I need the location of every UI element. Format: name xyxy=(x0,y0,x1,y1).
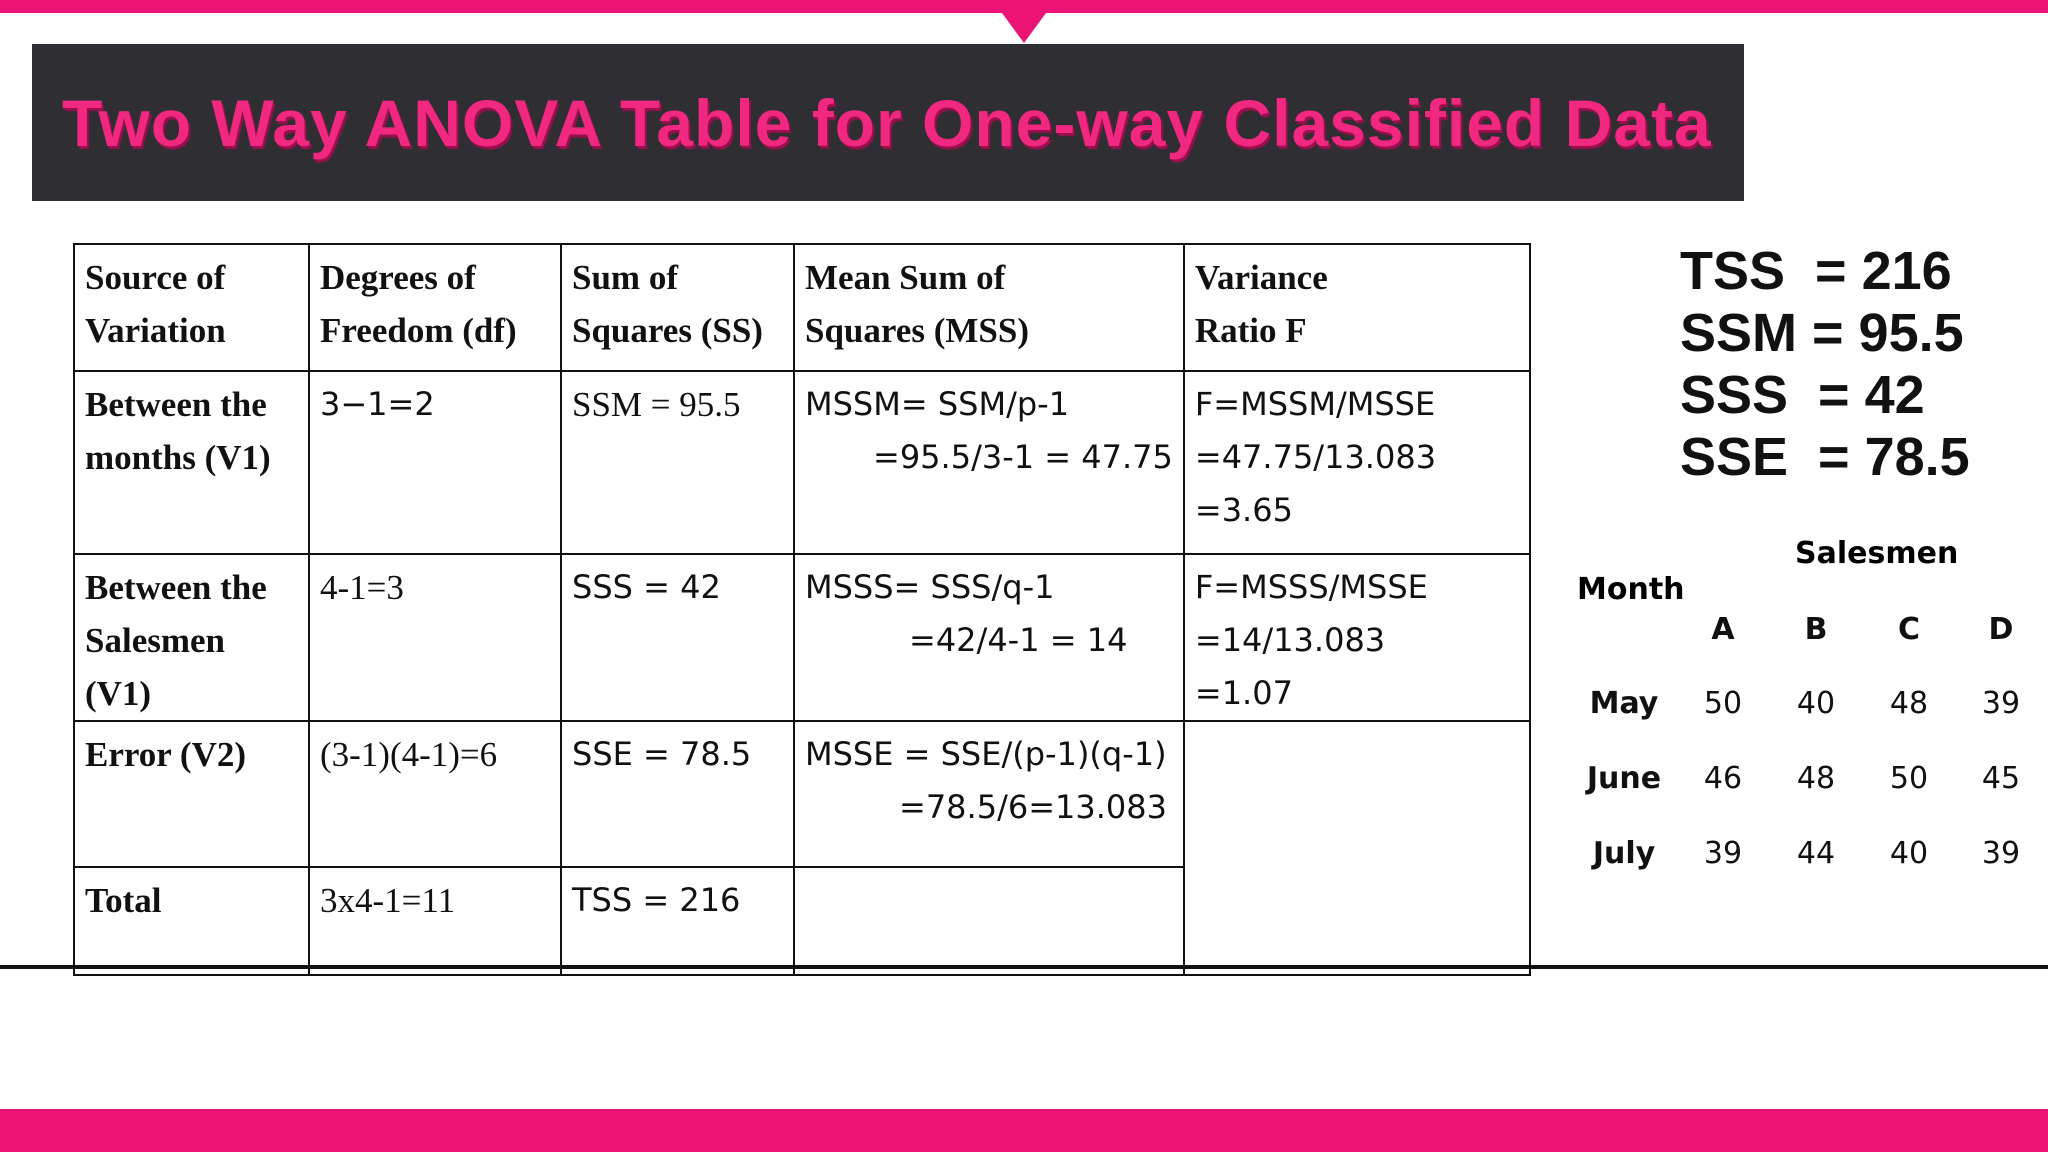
data-cell: 50 xyxy=(1703,686,1743,721)
data-cell: 48 xyxy=(1889,686,1929,721)
header-source xyxy=(74,244,309,371)
source-line: Between the xyxy=(85,385,267,424)
f-line: =3.65 xyxy=(1194,491,1293,529)
data-cell: 48 xyxy=(1796,761,1836,796)
header-line: Squares (SS) xyxy=(572,311,763,350)
f-line: =1.07 xyxy=(1194,674,1293,712)
title-banner xyxy=(32,44,1744,201)
header-ss xyxy=(561,244,794,371)
df-cell: 4-1=3 xyxy=(309,554,561,721)
page-title: Two Way ANOVA Table for One-way Classified Data xyxy=(62,85,1712,160)
column-header: C xyxy=(1897,612,1921,647)
mss-cell xyxy=(794,554,1184,721)
data-cell: 39 xyxy=(1981,686,2021,721)
month-label: May xyxy=(1589,686,1659,721)
mss-line: MSSE = SSE/(p-1)(q-1) xyxy=(805,735,1167,773)
header-mss xyxy=(794,244,1184,371)
anova-header-row xyxy=(74,244,1530,371)
f-line: F=MSSS/MSSE xyxy=(1194,568,1428,606)
mss-line: =42/4-1 = 14 xyxy=(909,621,1128,659)
data-cell: 50 xyxy=(1889,761,1929,796)
ss-cell: SSM = 95.5 xyxy=(561,371,794,554)
mss-cell xyxy=(794,721,1184,867)
header-line: Ratio F xyxy=(1194,311,1307,350)
source-cell xyxy=(74,371,309,554)
anova-row-months xyxy=(74,371,1530,554)
data-cell: 45 xyxy=(1981,761,2021,796)
f-cell xyxy=(1184,554,1530,721)
sum-of-squares-summary xyxy=(1680,240,1970,488)
ss-cell: SSE = 78.5 xyxy=(561,721,794,867)
month-column-header: Month xyxy=(1577,572,1685,607)
source-line: months (V1) xyxy=(85,438,271,477)
data-cell: 40 xyxy=(1796,686,1836,721)
data-cell: 46 xyxy=(1703,761,1743,796)
source-cell: Error (V2) xyxy=(74,721,309,867)
df-cell: 3x4-1=11 xyxy=(309,867,561,975)
top-accent-bar xyxy=(0,0,2048,13)
header-line: Mean Sum of xyxy=(805,258,1006,297)
month-label: June xyxy=(1586,761,1662,796)
summary-line: TSS = 216 xyxy=(1680,241,1952,301)
df-cell: (3-1)(4-1)=6 xyxy=(309,721,561,867)
header-line: Variance xyxy=(1194,258,1328,297)
header-line: Sum of xyxy=(572,258,678,297)
anova-row-salesmen xyxy=(74,554,1530,721)
column-header: A xyxy=(1711,612,1735,647)
source-line: Salesmen xyxy=(85,621,225,660)
header-line: Variation xyxy=(85,311,226,350)
f-line: F=MSSM/MSSE xyxy=(1194,385,1436,423)
column-header: D xyxy=(1988,612,2014,647)
f-line: =14/13.083 xyxy=(1194,621,1386,659)
data-cell: 40 xyxy=(1889,836,1929,871)
header-line: Squares (MSS) xyxy=(805,311,1029,350)
mss-cell xyxy=(794,867,1184,975)
header-line: Degrees of xyxy=(320,258,476,297)
df-cell: 3−1=2 xyxy=(309,371,561,554)
header-line: Source of xyxy=(85,258,226,297)
data-cell: 39 xyxy=(1981,836,2021,871)
summary-line: SSE = 78.5 xyxy=(1680,427,1970,487)
source-line: (V1) xyxy=(85,674,152,713)
mss-line: MSSM= SSM/p-1 xyxy=(805,385,1070,423)
bottom-accent-bar xyxy=(0,1109,2048,1152)
header-df xyxy=(309,244,561,371)
mss-line: MSSS= SSS/q-1 xyxy=(805,568,1055,606)
f-cell xyxy=(1184,371,1530,554)
header-f xyxy=(1184,244,1530,371)
source-cell: Total xyxy=(74,867,309,975)
top-notch-marker xyxy=(1002,13,1046,43)
column-header: B xyxy=(1804,612,1828,647)
anova-table xyxy=(73,243,1531,976)
month-label: July xyxy=(1592,836,1656,871)
f-cell-empty xyxy=(1184,721,1530,975)
f-line: =47.75/13.083 xyxy=(1194,438,1437,476)
data-cell: 44 xyxy=(1796,836,1836,871)
ss-cell: TSS = 216 xyxy=(561,867,794,975)
anova-row-error xyxy=(74,721,1530,867)
mss-cell xyxy=(794,371,1184,554)
mss-line: =78.5/6=13.083 xyxy=(899,788,1167,826)
source-line: Between the xyxy=(85,568,267,607)
horizontal-rule xyxy=(0,965,2048,969)
summary-line: SSS = 42 xyxy=(1680,365,1925,425)
header-line: Freedom (df) xyxy=(320,311,517,350)
salesmen-group-label: Salesmen xyxy=(1795,536,1959,571)
ss-cell: SSS = 42 xyxy=(561,554,794,721)
mss-line: =95.5/3-1 = 47.75 xyxy=(873,438,1173,476)
summary-line: SSM = 95.5 xyxy=(1680,303,1964,363)
data-cell: 39 xyxy=(1703,836,1743,871)
source-cell xyxy=(74,554,309,721)
